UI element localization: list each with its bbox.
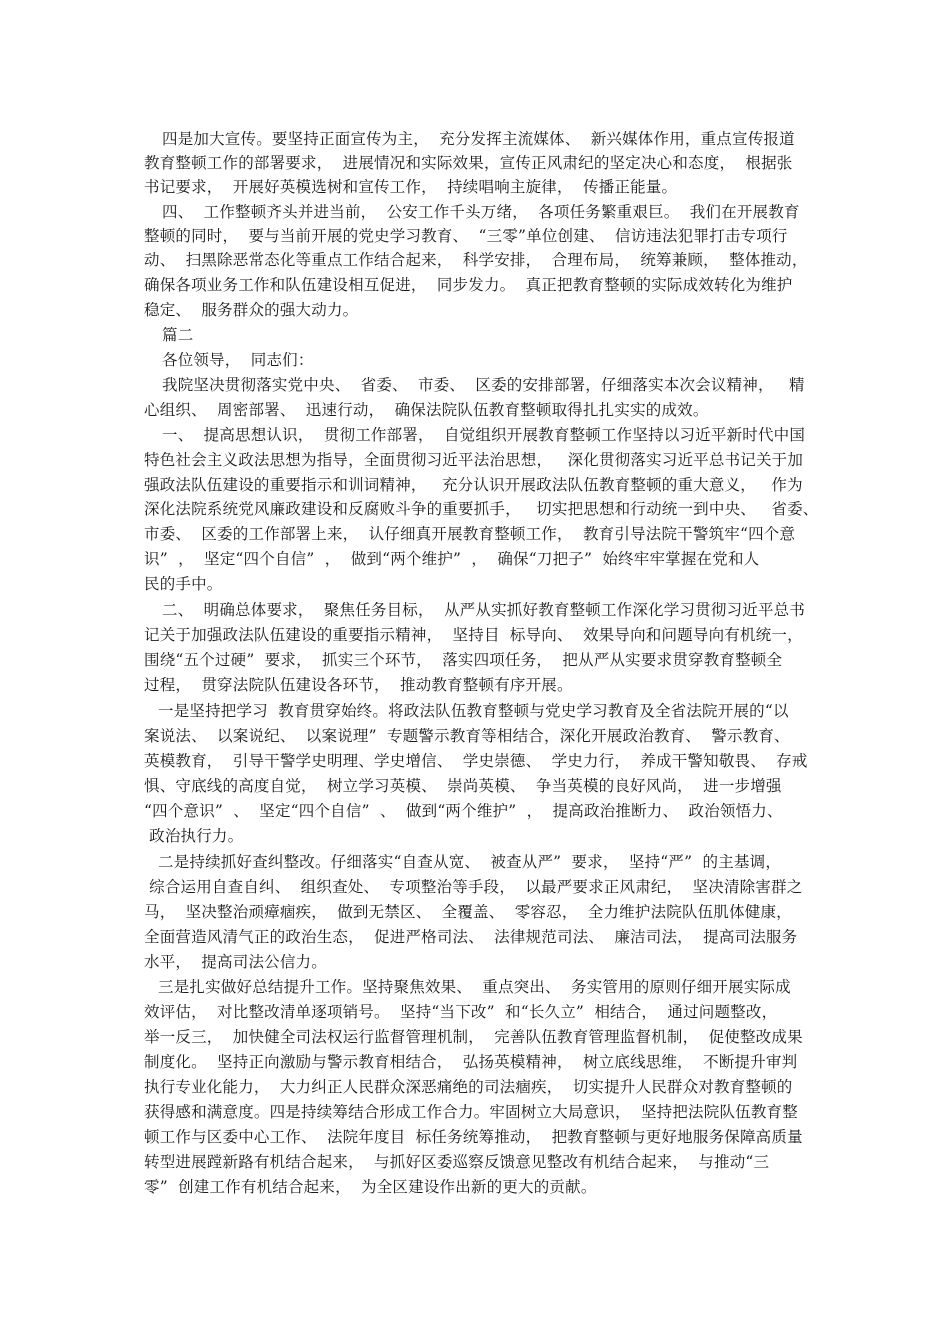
text-line: 惧、守底线的高度自觉， 树立学习英模、 崇尚英模、 争当英模的良好风尚， 进一步增强 [144, 777, 782, 795]
text-line: 动、 扫黑除恶常态化等重点工作结合起来， 科学安排， 合理布局， 统筹兼顾， 整体推动， [144, 251, 808, 269]
text-line: 过程， 贯穿法院队伍建设各环节， 推动教育整顿有序开展。 [144, 676, 573, 694]
text-line: 举一反三， 加快健全司法权运行监督管理机制， 完善队伍教育管理监督机制， 促使整改成果 [144, 1028, 803, 1046]
text-line: 一是坚持把学习 教育贯穿始终。将政法队伍教育整顿与党史学习教育及全省法院开展的“以 [158, 702, 789, 720]
text-line: 制度化。 坚持正向激励与警示教育相结合， 弘扬英模精神， 树立底线思维， 不断提升审判 [144, 1053, 798, 1071]
text-line: 执行专业化能力， 大力纠正人民群众深恶痛绝的司法痼疾， 切实提升人民群众对教育整顿的 [144, 1078, 793, 1096]
text-line: 教育整顿工作的部署要求， 进展情况和实际效果，宣传正风肃纪的坚定决心和态度， 根据张 [144, 154, 793, 172]
text-line: 书记要求， 开展好英模选树和宣传工作， 持续唱响主旋律， 传播正能量。 [144, 178, 678, 196]
text-line: 效评估， 对比整改清单逐项销号。 坚持“当下改” 和“长久立” 相结合， 通过问题整改， [144, 1003, 778, 1021]
text-line: 综合运用自查自纠、 组织查处、 专项整治等手段， 以最严要求正风肃纪， 坚决清除害群之 [144, 878, 803, 896]
text-line: 围绕“五个过硬” 要求， 抓实三个环节， 落实四项任务， 把从严从实要求贯穿教育整顿全 [144, 651, 783, 669]
text-line: 民的手中。 [144, 575, 223, 593]
text-line: 水平， 提高司法公信力。 [144, 953, 327, 971]
text-line: 心组织、 周密部署、 迅速行动， 确保法院队伍教育整顿取得扎扎实实的成效。 [144, 401, 709, 419]
text-line: 三是扎实做好总结提升工作。坚持聚焦效果、 重点突出、 务实管用的原则仔细开展实际成 [158, 978, 791, 996]
text-line: 整顿的同时， 要与当前开展的党史学习教育、 “三零”单位创建、 信访违法犯罪打击专项行 [144, 227, 788, 245]
text-line: 识” ， 坚定“四个自信” ， 做到“两个维护” ， 确保“刀把子” 始终牢牢掌握在党和人 [144, 550, 760, 568]
text-line: 我院坚决贯彻落实党中央、 省委、 市委、 区委的安排部署，仔细落实本次会议精神， 精 [162, 376, 805, 394]
section-heading: 篇二 [162, 326, 194, 344]
text-line: 稳定、 服务群众的强大动力。 [144, 301, 359, 319]
text-line: 特色社会主义政法思想为指导，全面贯彻习近平法治思想， 深化贯彻落实习近平总书记关于加 [144, 451, 804, 469]
text-line: 市委、 区委的工作部署上来， 认仔细真开展教育整顿工作， 教育引导法院干警筑牢“四个意 [144, 525, 796, 543]
text-line: 政治执行力。 [144, 827, 244, 845]
text-line: 全面营造风清气正的政治生态， 促进严格司法、 法律规范司法、 廉洁司法， 提高司法服务 [144, 928, 798, 946]
text-line: 深化法院系统党风廉政建设和反腐败斗争的重要抓手， 切实把思想和行动统一到中央、 省委、 [144, 500, 819, 518]
text-line: 英模教育， 引导干警学史明理、学史增信、 学史崇德、 学史力行， 养成干警知敬畏、 存戒 [144, 752, 808, 770]
text-line: 马， 坚决整治顽瘴痼疾， 做到无禁区、 全覆盖、 零容忍， 全力维护法院队伍肌体健康， [144, 903, 792, 921]
text-line: 二是持续抓好查纠整改。仔细落实“自查从宽、 被查从严” 要求， 坚持“严” 的主基调， [158, 853, 782, 871]
text-line: 转型进展蹚新路有机结合起来， 与抓好区委巡察反馈意见整改有机结合起来， 与推动“三 [144, 1153, 770, 1171]
text-line: 二、 明确总体要求， 聚焦任务目标， 从严从实抓好教育整顿工作深化学习贯彻习近平总书 [162, 601, 806, 619]
text-line: 强政法队伍建设的重要指示和训词精神， 充分认识开展政法队伍教育整顿的重大意义， 作为 [144, 476, 803, 494]
text-line: 顿工作与区委中心工作、 法院年度目 标任务统筹推动， 把教育整顿与更好地服务保障高质量 [144, 1128, 803, 1146]
text-line: 四、 工作整顿齐头并进当前， 公安工作千头万绪， 各项任务繁重艰巨。 我们在开展教育 [162, 203, 800, 221]
text-line: 获得感和满意度。四是持续筹结合形成工作合力。牢固树立大局意识， 坚持把法院队伍教育整 [144, 1103, 798, 1121]
salutation: 各位领导， 同志们： [162, 351, 314, 369]
text-line: 一、 提高思想认识， 贯彻工作部署， 自觉组织开展教育整顿工作坚持以习近平新时代中国 [162, 426, 806, 444]
text-line: 案说法、 以案说纪、 以案说理” 专题警示教育等相结合，深化开展政治教育、 警示教育、 [144, 727, 790, 745]
text-line: 记关于加强政法队伍建设的重要指示精神， 坚持目 标导向、 效果导向和问题导向有机统一， [144, 626, 803, 644]
text-line: 四是加大宣传。要坚持正面宣传为主， 充分发挥主流媒体、 新兴媒体作用，重点宣传报道 [162, 130, 795, 148]
text-line: 确保各项业务工作和队伍建设相互促进， 同步发力。 真正把教育整顿的实际成效转化为维护 [144, 276, 793, 294]
text-line: “四个意识” 、 坚定“四个自信” 、 做到“两个维护” ， 提高政治推断力、 政治领悟力、 [144, 802, 783, 820]
text-line: 零” 创建工作有机结合起来， 为全区建设作出新的更大的贡献。 [144, 1178, 597, 1196]
